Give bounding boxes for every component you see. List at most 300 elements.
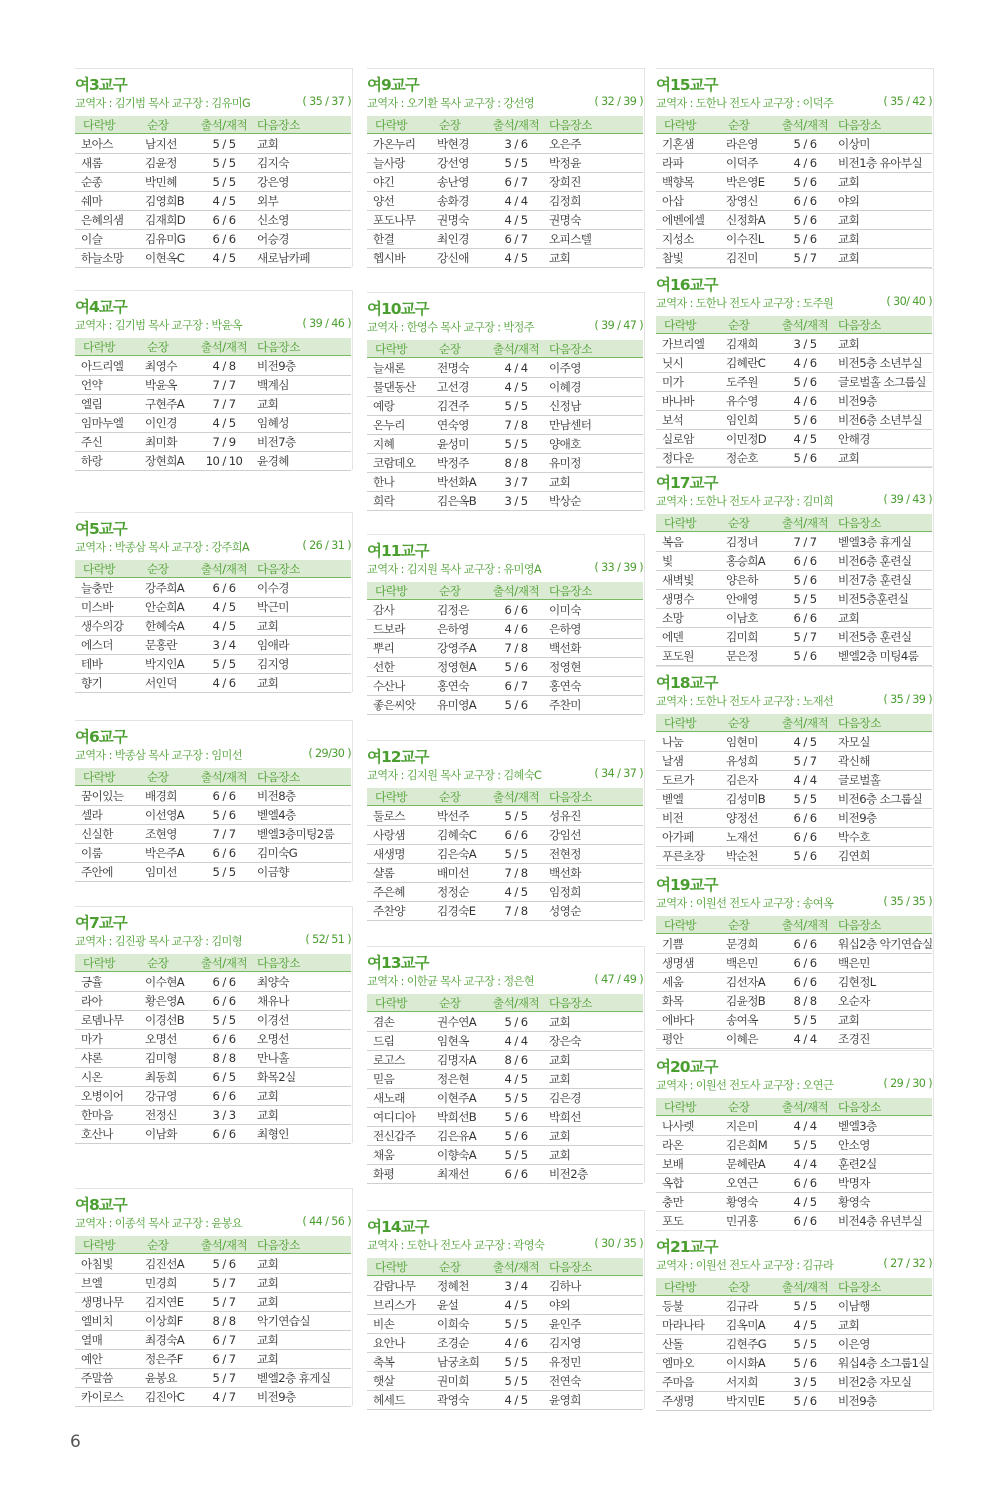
leader-name: 유수영: [726, 394, 758, 408]
next-place: 교회: [838, 213, 860, 227]
leader-name: 김성미B: [726, 792, 766, 806]
group-name: 주찬양: [373, 904, 405, 918]
header-next-place: 다음장소: [257, 770, 300, 784]
attendance: 6 / 6: [793, 1176, 817, 1190]
next-place: 비전9층: [257, 359, 296, 373]
leader-name: 조경순: [437, 1336, 469, 1350]
leader-name: 최경숙A: [145, 1333, 185, 1347]
leader-name: 이선영A: [145, 808, 185, 822]
table-row: [656, 230, 932, 249]
header-attendance: 출석/재적: [781, 118, 829, 132]
attendance: 7 / 7: [212, 827, 236, 841]
leader-name: 박지민E: [726, 1394, 765, 1408]
district-block: [75, 290, 353, 470]
table-row: [75, 655, 351, 674]
attendance-ratio: ( 34 / 37 ): [594, 767, 643, 780]
attendance: 5 / 7: [793, 754, 817, 768]
table-body: [75, 579, 351, 693]
next-place: 오은주: [549, 137, 581, 151]
leader-name: 박민혜: [145, 175, 177, 189]
attendance: 5 / 6: [793, 1394, 817, 1408]
group-name: 소망: [662, 611, 684, 625]
group-name: 나사렛: [662, 1119, 694, 1133]
leader-name: 김영희B: [145, 194, 185, 208]
next-place: 만남센터: [549, 418, 592, 432]
attendance: 4 / 5: [793, 432, 817, 446]
table-body: [75, 787, 351, 882]
district-block: [656, 68, 934, 267]
leader-name: 백은민: [726, 956, 758, 970]
district-block: [656, 466, 934, 665]
table-row: [656, 973, 932, 992]
table-row: [75, 1369, 351, 1388]
next-place: 악기연습실: [257, 1314, 310, 1328]
leader-name: 구현주A: [145, 397, 185, 411]
header-leader: 순장: [439, 1260, 461, 1274]
header-next-place: 다음장소: [549, 342, 592, 356]
leader-name: 이상희F: [145, 1314, 183, 1328]
table-row: [656, 1193, 932, 1212]
header-leader: 순장: [439, 790, 461, 804]
group-name: 드보라: [373, 622, 405, 636]
district-info: [367, 319, 643, 333]
next-place: 교회: [257, 1089, 279, 1103]
leader-name: 배미선: [437, 866, 469, 880]
header-next-place: 다음장소: [549, 118, 592, 132]
header-next-place: 다음장소: [838, 716, 881, 730]
table-row: [656, 733, 932, 752]
next-place: 유정민: [549, 1355, 581, 1369]
table-header: [367, 340, 643, 358]
next-place: 교회: [838, 251, 860, 265]
group-name: 주신: [81, 435, 103, 449]
district-info: [656, 295, 932, 309]
attendance: 6 / 6: [793, 194, 817, 208]
group-name: 비전: [662, 811, 684, 825]
next-place: 홍연숙: [549, 679, 581, 693]
leader-name: 유미영A: [437, 698, 477, 712]
group-name: 한마음: [81, 1108, 113, 1122]
header-next-place: 다음장소: [838, 118, 881, 132]
table-row: [656, 1030, 932, 1049]
leader-name: 황영숙: [726, 1195, 758, 1209]
next-place: 이경선: [257, 1013, 289, 1027]
next-place: 장희진: [549, 175, 581, 189]
district-info: [367, 1237, 643, 1251]
district-block: [367, 946, 645, 1183]
district-title: 여19교구: [656, 876, 718, 894]
group-name: 이슬: [81, 232, 103, 246]
header-group: 다락방: [375, 342, 408, 356]
next-place: 벧엘4층: [257, 808, 296, 822]
next-place: 박명자: [838, 1176, 870, 1190]
next-place: 채유나: [257, 994, 289, 1008]
group-name: 새벽빛: [662, 573, 694, 587]
leader-name: 한혜숙A: [145, 619, 185, 633]
table-row: [367, 845, 643, 864]
group-name: 향기: [81, 676, 103, 690]
header-attendance: 출석/재적: [492, 790, 540, 804]
district-title: 여13교구: [367, 954, 429, 972]
leader-name: 정은주F: [145, 1352, 183, 1366]
district-title: 여14교구: [367, 1218, 429, 1236]
header-leader: 순장: [728, 918, 750, 932]
group-name: 쉐마: [81, 194, 103, 208]
group-name: 여디디아: [373, 1110, 416, 1124]
header-next-place: 다음장소: [838, 1280, 881, 1294]
next-place: 오피스텔: [549, 232, 592, 246]
header-next-place: 다음장소: [549, 1260, 592, 1274]
leader-name: 김진미: [726, 251, 758, 265]
attendance: 4 / 5: [793, 735, 817, 749]
district-staff: 교역자 : 이종석 목사 교구장 : 윤봉요: [75, 1217, 242, 1230]
table-row: [656, 771, 932, 790]
attendance: 6 / 6: [504, 603, 528, 617]
attendance: 5 / 6: [504, 660, 528, 674]
next-place: 워십4층 소그룹1실: [838, 1356, 929, 1370]
attendance-ratio: ( 35 / 37 ): [302, 95, 351, 108]
table-row: [656, 373, 932, 392]
leader-name: 이인경: [145, 416, 177, 430]
district-staff: 교역자 : 김기범 목사 교구장 : 박윤옥: [75, 319, 242, 332]
header-attendance: 출석/재적: [492, 1260, 540, 1274]
group-name: 지성소: [662, 232, 694, 246]
attendance: 4 / 5: [212, 194, 236, 208]
district-block: [656, 1230, 934, 1410]
table-row: [367, 807, 643, 826]
leader-name: 문경희: [726, 937, 758, 951]
next-place: 교회: [257, 1108, 279, 1122]
table-row: [75, 376, 351, 395]
next-place: 신정남: [549, 399, 581, 413]
attendance-ratio: ( 52/ 51 ): [305, 933, 351, 946]
next-place: 성영순: [549, 904, 581, 918]
header-group: 다락방: [664, 918, 697, 932]
district-info: [367, 973, 643, 987]
attendance: 6 / 6: [212, 846, 236, 860]
next-place: 교회: [257, 1333, 279, 1347]
group-name: 에덴: [662, 630, 684, 644]
next-place: 벧엘3층: [838, 1119, 877, 1133]
next-place: 오명선: [257, 1032, 289, 1046]
table-row: [75, 357, 351, 376]
next-place: 교회: [549, 1015, 571, 1029]
group-name: 미스바: [81, 600, 113, 614]
table-row: [367, 135, 643, 154]
header-next-place: 다음장소: [838, 1100, 881, 1114]
table-row: [656, 1316, 932, 1335]
district-title: 여6교구: [75, 728, 127, 746]
group-name: 물댄동산: [373, 380, 416, 394]
next-place: 윤인주: [549, 1317, 581, 1331]
leader-name: 김윤정: [145, 156, 177, 170]
table-row: [367, 192, 643, 211]
attendance: 4 / 6: [212, 676, 236, 690]
attendance: 6 / 6: [212, 994, 236, 1008]
attendance: 6 / 6: [504, 828, 528, 842]
attendance: 5 / 5: [212, 1013, 236, 1027]
leader-name: 임현옥: [437, 1034, 469, 1048]
attendance: 10 / 10: [205, 454, 243, 468]
next-place: 교회: [549, 251, 571, 265]
next-place: 비전5층 훈련실: [838, 630, 912, 644]
header-attendance: 출석/재적: [781, 516, 829, 530]
table-header: [656, 916, 932, 934]
leader-name: 박선주: [437, 809, 469, 823]
next-place: 벧엘2층 미팅4룸: [838, 649, 919, 663]
district-info: [656, 1257, 932, 1271]
next-place: 안소영: [838, 1138, 870, 1152]
group-name: 라파: [662, 156, 684, 170]
table-row: [75, 1331, 351, 1350]
attendance: 5 / 5: [212, 156, 236, 170]
next-place: 비전6층 소년부실: [838, 413, 923, 427]
leader-name: 이향숙A: [437, 1148, 477, 1162]
next-place: 임정희: [549, 885, 581, 899]
table-row: [75, 787, 351, 806]
group-name: 벧엘: [662, 792, 684, 806]
district-staff: 교역자 : 오기환 목사 교구장 : 강선영: [367, 97, 534, 110]
header-group: 다락방: [375, 584, 408, 598]
table-row: [75, 1068, 351, 1087]
group-name: 희락: [373, 494, 395, 508]
next-place: 벧엘3층 휴게실: [838, 535, 912, 549]
header-leader: 순장: [728, 1280, 750, 1294]
table-row: [75, 135, 351, 154]
district-block: [656, 868, 934, 1048]
table-header: [367, 582, 643, 600]
attendance-ratio: ( 33 / 39 ): [594, 561, 643, 574]
table-body: [656, 935, 932, 1049]
group-name: 헵시바: [373, 251, 405, 265]
leader-name: 남궁초희: [437, 1355, 480, 1369]
next-place: 교회: [838, 611, 860, 625]
group-name: 나눔: [662, 735, 684, 749]
district-info: [75, 95, 351, 109]
district-staff: 교역자 : 박종삼 목사 교구장 : 강주희A: [75, 541, 250, 554]
table-header: [367, 994, 643, 1012]
group-name: 아드리엘: [81, 359, 124, 373]
next-place: 교회: [549, 475, 571, 489]
district-block: [367, 68, 645, 267]
leader-name: 박지인A: [145, 657, 185, 671]
leader-name: 정혜천: [437, 1279, 469, 1293]
header-leader: 순장: [728, 716, 750, 730]
district-title: 여15교구: [656, 76, 718, 94]
attendance: 7 / 8: [504, 866, 528, 880]
group-name: 등불: [662, 1299, 684, 1313]
group-name: 하늘소망: [81, 251, 124, 265]
attendance: 4 / 6: [793, 156, 817, 170]
group-name: 라온: [662, 1138, 684, 1152]
leader-name: 이수현A: [145, 975, 185, 989]
table-row: [75, 844, 351, 863]
table-row: [75, 636, 351, 655]
table-row: [656, 135, 932, 154]
group-name: 화목: [662, 994, 684, 1008]
leader-name: 박윤옥: [145, 378, 177, 392]
district-staff: 교역자 : 도한나 전도사 교구장 : 도주원: [656, 297, 834, 310]
table-row: [656, 828, 932, 847]
next-place: 글로벌홀 소그룹실: [838, 375, 926, 389]
group-name: 복음: [662, 535, 684, 549]
next-place: 박수호: [838, 830, 870, 844]
attendance: 4 / 6: [793, 394, 817, 408]
table-row: [75, 973, 351, 992]
attendance: 6 / 6: [504, 1167, 528, 1181]
attendance: 6 / 7: [212, 1333, 236, 1347]
next-place: 곽신해: [838, 754, 870, 768]
attendance: 4 / 4: [793, 1157, 817, 1171]
next-place: 교회: [257, 676, 279, 690]
next-place: 안해경: [838, 432, 870, 446]
group-name: 포도나무: [373, 213, 416, 227]
group-name: 푸른초장: [662, 849, 705, 863]
next-place: 비전9층: [838, 394, 877, 408]
table-row: [75, 1125, 351, 1144]
table-row: [75, 617, 351, 636]
table-header: [75, 560, 351, 578]
table-row: [75, 1106, 351, 1125]
group-name: 로뎀나무: [81, 1013, 124, 1027]
attendance: 4 / 6: [504, 622, 528, 636]
next-place: 오순자: [838, 994, 870, 1008]
leader-name: 이희숙: [437, 1317, 469, 1331]
group-name: 감람나무: [373, 1279, 416, 1293]
leader-name: 양은하: [726, 573, 758, 587]
next-place: 교회: [838, 1013, 860, 1027]
group-name: 언약: [81, 378, 103, 392]
leader-name: 이시화A: [726, 1356, 766, 1370]
next-place: 비전6층 소그룹실: [838, 792, 923, 806]
table-row: [656, 354, 932, 373]
attendance: 4 / 6: [504, 1336, 528, 1350]
header-leader: 순장: [728, 516, 750, 530]
next-place: 윤경혜: [257, 454, 289, 468]
table-row: [367, 696, 643, 715]
table-header: [656, 1278, 932, 1296]
attendance-ratio: ( 26 / 31 ): [302, 539, 351, 552]
table-row: [656, 1011, 932, 1030]
header-attendance: 출석/재적: [781, 318, 829, 332]
table-row: [75, 806, 351, 825]
attendance-ratio: ( 35 / 42 ): [883, 95, 932, 108]
attendance-ratio: ( 39 / 46 ): [302, 317, 351, 330]
table-row: [656, 790, 932, 809]
table-row: [367, 211, 643, 230]
table-row: [656, 992, 932, 1011]
header-next-place: 다음장소: [257, 1238, 300, 1252]
attendance: 4 / 4: [793, 1119, 817, 1133]
leader-name: 김진아C: [145, 1390, 185, 1404]
table-row: [656, 609, 932, 628]
leader-name: 서인덕: [145, 676, 177, 690]
table-body: [656, 1297, 932, 1411]
table-row: [367, 1334, 643, 1353]
district-title: 여4교구: [75, 298, 127, 316]
attendance: 5 / 6: [793, 213, 817, 227]
table-row: [367, 1372, 643, 1391]
table-row: [367, 826, 643, 845]
group-name: 순종: [81, 175, 103, 189]
table-body: [75, 973, 351, 1144]
next-place: 김하나: [549, 1279, 581, 1293]
table-row: [656, 935, 932, 954]
district-title: 여16교구: [656, 276, 718, 294]
group-name: 햇살: [373, 1374, 395, 1388]
header-leader: 순장: [147, 956, 169, 970]
group-name: 충만: [662, 1195, 684, 1209]
leader-name: 최영수: [145, 359, 177, 373]
table-row: [75, 674, 351, 693]
table-header: [656, 514, 932, 532]
next-place: 비전9층: [838, 811, 877, 825]
header-group: 다락방: [83, 562, 116, 576]
leader-name: 신정화A: [726, 213, 766, 227]
table-row: [367, 1146, 643, 1165]
header-next-place: 다음장소: [549, 584, 592, 598]
attendance: 5 / 6: [793, 1356, 817, 1370]
district-staff: 교역자 : 한영수 목사 교구장 : 박정주: [367, 321, 534, 334]
leader-name: 김견주: [437, 399, 469, 413]
attendance: 6 / 6: [212, 213, 236, 227]
attendance-ratio: ( 29 / 30 ): [883, 1077, 932, 1090]
group-name: 채움: [373, 1148, 395, 1162]
attendance: 4 / 8: [212, 359, 236, 373]
leader-name: 권명숙: [437, 213, 469, 227]
group-name: 주마음: [662, 1375, 694, 1389]
table-row: [75, 1030, 351, 1049]
table-row: [75, 1388, 351, 1407]
table-header: [75, 768, 351, 786]
table-row: [75, 992, 351, 1011]
next-place: 교회: [838, 175, 860, 189]
table-row: [367, 601, 643, 620]
leader-name: 강신애: [437, 251, 469, 265]
leader-name: 안순희A: [145, 600, 185, 614]
group-name: 포도: [662, 1214, 684, 1228]
leader-name: 김은옥B: [437, 494, 477, 508]
district-info: [367, 767, 643, 781]
group-name: 에바다: [662, 1013, 694, 1027]
group-name: 생명샘: [662, 956, 694, 970]
group-name: 도르가: [662, 773, 694, 787]
leader-name: 박현경: [437, 137, 469, 151]
table-body: [656, 135, 932, 268]
table-header: [75, 1236, 351, 1254]
group-name: 가온누리: [373, 137, 416, 151]
group-name: 임마누엘: [81, 416, 124, 430]
district-title: 여17교구: [656, 474, 718, 492]
next-place: 비전9층: [257, 1390, 296, 1404]
district-info: [75, 317, 351, 331]
district-staff: 교역자 : 박종삼 목사 교구장 : 임미선: [75, 749, 242, 762]
district-info: [367, 95, 643, 109]
table-row: [367, 1089, 643, 1108]
leader-name: 홍연숙: [437, 679, 469, 693]
leader-name: 강주희A: [145, 581, 185, 595]
attendance: 4 / 5: [504, 213, 528, 227]
table-row: [367, 1296, 643, 1315]
next-place: 이미숙: [549, 603, 581, 617]
table-row: [656, 173, 932, 192]
header-group: 다락방: [375, 790, 408, 804]
table-row: [75, 1087, 351, 1106]
attendance: 5 / 5: [504, 809, 528, 823]
group-name: 미가: [662, 375, 684, 389]
next-place: 정영현: [549, 660, 581, 674]
next-place: 교회: [257, 1276, 279, 1290]
